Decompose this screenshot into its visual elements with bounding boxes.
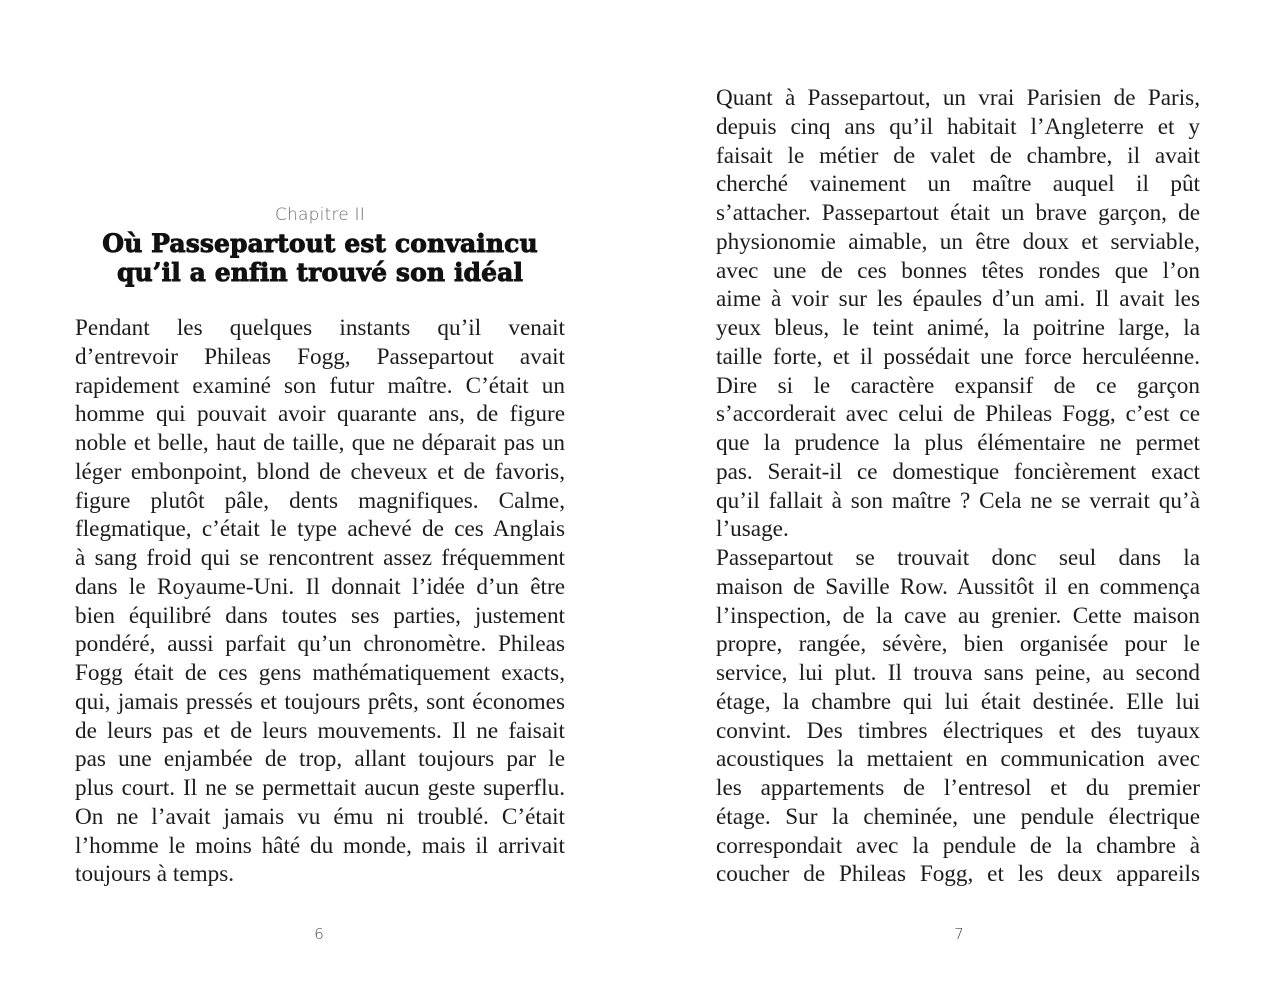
text-line: noble et belle, haut de taille, que ne déparait pas un	[75, 430, 565, 456]
text-line: que la prudence la plus élémentaire ne permet	[716, 430, 1200, 456]
text-line: pas. Serait-il ce domestique foncièrement exact	[716, 458, 1200, 485]
text-line: taille forte, et il possédait une force herculéenne.	[716, 343, 1200, 370]
chapter-title-line: Où Passepartout est convaincu	[102, 229, 538, 258]
text-line: depuis cinq ans qu’il habitait l’Angleterre et y	[716, 113, 1200, 140]
text-line: Quant à Passepartout, un vrai Parisien de Paris,	[716, 85, 1200, 111]
text-line: maison de Saville Row. Aussitôt il en commença	[716, 573, 1200, 600]
text-line: d’entrevoir Phileas Fogg, Passepartout avait	[75, 343, 565, 370]
page-number-left: 6	[314, 925, 324, 943]
text-line: propre, rangée, sévère, bien organisée pour le	[716, 631, 1200, 658]
text-line: léger embonpoint, blond de cheveux et de favoris,	[75, 458, 565, 485]
text-line: convint. Des timbres électriques et des tuyaux	[716, 717, 1200, 744]
text-line: pas une enjambée de trop, allant toujours par le	[75, 746, 565, 773]
text-line: qui, jamais pressés et toujours prêts, sont économes	[75, 688, 565, 715]
text-line: Pendant les quelques instants qu’il venait	[75, 315, 565, 341]
text-line: s’attacher. Passepartout était un brave garçon, de	[716, 200, 1200, 226]
text-line: Passepartout se trouvait donc seul dans la	[716, 545, 1200, 571]
text-line: physionomie aimable, un être doux et serviable,	[716, 228, 1200, 255]
text-line: avec une de ces bonnes têtes rondes que l’on	[716, 257, 1200, 284]
text-line: dans le Royaume-Uni. Il donnait l’idée d’un être	[75, 573, 565, 600]
text-line: service, lui plut. Il trouva sans peine, au second	[716, 660, 1200, 686]
text-line: l’homme le moins hâté du monde, mais il arrivait	[75, 832, 565, 859]
text-line: coucher de Phileas Fogg, et les deux appareils	[716, 861, 1200, 888]
text-line: étage. Sur la cheminée, une pendule électrique	[716, 803, 1200, 830]
text-line: correspondait avec la pendule de la chambre à	[716, 832, 1200, 859]
text-line: pondéré, aussi parfait qu’un chronomètre. Phileas	[75, 631, 565, 658]
text-line: cherché vainement un maître auquel il pût	[716, 171, 1200, 198]
text-line: figure plutôt pâle, dents magnifiques. Calme,	[75, 487, 565, 514]
text-line: On ne l’avait jamais vu ému ni troublé. C’était	[75, 803, 565, 830]
text-line: les appartements de l’entresol et du premier	[716, 775, 1200, 801]
text-line: bien équilibré dans toutes ses parties, justement	[75, 602, 565, 629]
paragraph	[716, 84, 1200, 544]
text-line: étage, la chambre qui lui était destinée. Elle lui	[716, 688, 1200, 715]
text-line: l’inspection, de la cave au grenier. Cette maison	[716, 602, 1200, 629]
text-line: acoustiques la mettaient en communication avec	[716, 746, 1200, 773]
text-line: flegmatique, c’était le type achevé de ces Anglais	[75, 516, 565, 543]
text-line: l’usage.	[716, 516, 789, 543]
paragraph	[75, 314, 565, 889]
text-line: homme qui pouvait avoir quarante ans, de figure	[75, 401, 565, 428]
left-page-body	[75, 314, 565, 889]
chapter-label: Chapitre II	[275, 205, 365, 225]
text-line: faisait le métier de valet de chambre, il avait	[716, 142, 1200, 169]
text-line: toujours à temps.	[75, 861, 235, 888]
text-line: de leurs pas et de leurs mouvements. Il ne faisait	[75, 717, 565, 744]
text-line: à sang froid qui se rencontrent assez fréquemment	[75, 545, 565, 571]
text-line: yeux bleus, le teint animé, la poitrine large, la	[716, 315, 1200, 341]
text-line: qu’il fallait à son maître ? Cela ne se verrait qu’à	[716, 487, 1200, 514]
chapter-title-line: qu’il a enfin trouvé son idéal	[116, 258, 524, 287]
text-line: s’accorderait avec celui de Phileas Fogg, c’est ce	[716, 401, 1200, 428]
page-number-right: 7	[954, 925, 964, 943]
right-page	[640, 0, 1280, 983]
text-line: Fogg était de ces gens mathématiquement exacts,	[75, 660, 565, 686]
paragraph	[716, 544, 1200, 889]
chapter-title	[75, 229, 565, 287]
text-line: aime à voir sur les épaules d’un ami. Il avait les	[716, 286, 1200, 313]
text-line: Dire si le caractère expansif de ce garçon	[716, 372, 1200, 399]
text-line: rapidement examiné son futur maître. C’était un	[75, 372, 565, 399]
text-line: plus court. Il ne se permettait aucun geste superflu.	[75, 775, 565, 801]
right-page-body	[716, 84, 1200, 889]
